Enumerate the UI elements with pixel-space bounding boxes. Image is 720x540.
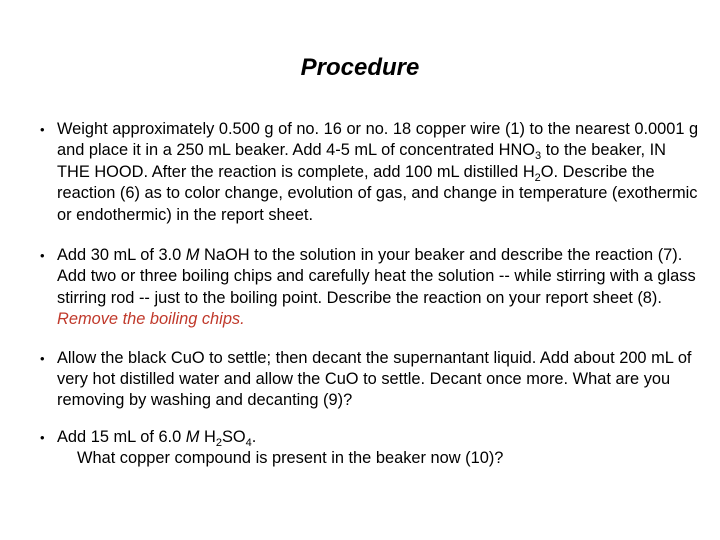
step-1-text: Weight approximately 0.500 g of no. 16 or no. 18 copper wire (1) to the nearest 0.0001 g and place it in a 250 mL beaker. Add 4-5 mL of concentrated $HNO_3$ to the beaker, IN THE HOOD. After the reaction is complete, add 100 mL distilled $H_2O$. Describe the reaction (6) as to color change, evolution of gas, and change in temperature (exothermic or endothermic) in the report sheet. <box>57 120 699 224</box>
list-item <box>40 245 700 331</box>
list-item <box>40 348 700 412</box>
molarity-symbol: M <box>185 246 200 265</box>
subscript: 2 <box>534 171 541 184</box>
bullet-icon: • <box>40 248 45 264</box>
step-4-text: Add 15 mL of 6.0 M $H_2SO_4$. What copper compound is present in the beaker now (10)? <box>57 428 700 470</box>
step-4-question: What copper compound is present in the beaker now (10)? <box>77 449 504 468</box>
subscript: 3 <box>535 150 542 163</box>
subscript: 2 <box>215 436 222 449</box>
bullet-icon: • <box>40 429 45 445</box>
molarity-symbol: M <box>185 427 200 446</box>
bullet-icon: • <box>40 122 45 137</box>
page-title: Procedure <box>300 54 420 81</box>
procedure-list <box>40 119 700 489</box>
bullet-icon: • <box>40 350 45 366</box>
step-2-text: Add 30 mL of 3.0 M NaOH to the solution in your beaker and describe the reaction (7). Add two or three boiling chips and carefully heat the solution -- while stirring with a glass stirring rod -- just to the boiling point. Describe the reaction on your report sheet (8). Remove the boiling chips. <box>57 246 696 329</box>
step-3-text: Allow the black CuO to settle; then decant the supernantant liquid. Add about 200 mL of very hot distilled water and allow the CuO to settle. Decant once more. What are you removing by washing and decanting (9)? <box>57 348 692 410</box>
subscript: 4 <box>245 436 252 449</box>
list-item <box>40 119 700 226</box>
warning-text: Remove the boiling chips. <box>57 310 245 329</box>
list-item <box>40 427 700 470</box>
